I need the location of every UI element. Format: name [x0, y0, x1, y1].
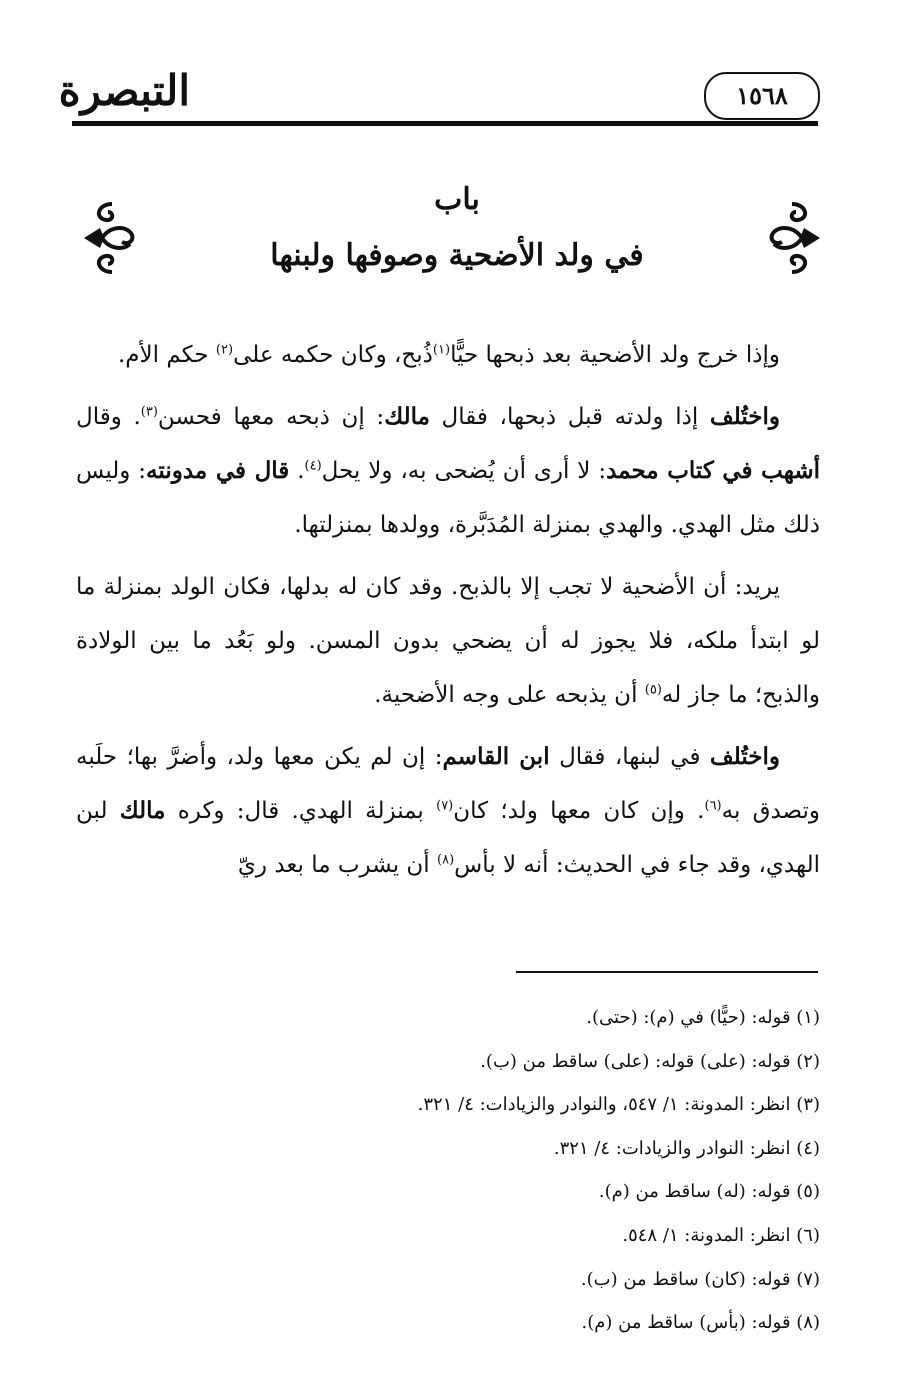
footnote-ref: (٨) — [437, 852, 455, 868]
footnote-rule — [516, 971, 818, 973]
footnote: (٧) قوله: (كان) ساقط من (ب). — [580, 1268, 820, 1290]
footnote: (٨) قوله: (بأس) ساقط من (م). — [581, 1312, 820, 1334]
footnote-ref: (١) — [432, 342, 451, 358]
right-ornament-icon — [760, 198, 824, 278]
paragraph — [76, 390, 820, 552]
text-run: أن يذبحه على وجه الأضحية. — [374, 682, 645, 708]
footnote: (٦) انظر: المدونة: ١/ ٥٤٨. — [622, 1224, 820, 1246]
footnote: (٣) انظر: المدونة: ١/ ٥٤٧، والنوادر والزيادات: ٤/ ٣٢١. — [417, 1094, 820, 1116]
text-run: ذُبح، وكان حكمه على — [233, 342, 433, 368]
footnote-ref: (٥) — [644, 682, 662, 698]
footnote: (٤) انظر: النوادر والزيادات: ٤/ ٣٢١. — [553, 1137, 820, 1159]
footnote-ref: (٣) — [140, 404, 158, 420]
paragraph — [76, 730, 820, 892]
chapter-word: باب — [434, 182, 480, 217]
paragraph — [76, 560, 820, 722]
text-run: بمنزلة الهدي. قال: وكره — [165, 798, 437, 824]
footnote-ref: (٧) — [436, 798, 454, 814]
bold-name: واختُلف — [709, 403, 780, 430]
bold-name: أشهب في كتاب محمد — [606, 457, 820, 484]
bold-name: واختُلف — [709, 743, 780, 770]
footnote: (٥) قوله: (له) ساقط من (م). — [598, 1181, 820, 1203]
text-run: يريد: أن الأضحية لا تجب إلا بالذبح. وقد كان له بدلها، فكان الولد بمنزلة ما لو ابتدأ ملكه، فلا يجوز له أن يضحي بدون المسن. ولو بَعُد ما بين الولادة والذبح؛ ما جاز له — [76, 574, 820, 708]
footnotes — [300, 996, 820, 1345]
footnote-ref: (٢) — [215, 342, 234, 358]
text-run: : وليس ذلك مثل الهدي. والهدي بمنزلة المُدَبَّرة، وولدها بمنزلتها. — [76, 458, 820, 538]
text-run: في لبنها، فقال — [549, 744, 710, 770]
text-run: أن يشرب ما بعد ريّ — [237, 852, 438, 878]
text-run: . وقال — [76, 404, 141, 430]
body-text — [76, 328, 820, 900]
text-run: وإذا خرج ولد الأضحية بعد ذبحها حيًّا — [450, 342, 780, 368]
bold-name: مالك — [119, 797, 166, 824]
header-rule — [72, 121, 818, 126]
text-run: لبن الهدي، وقد جاء في الحديث: أنه لا بأس — [76, 798, 820, 878]
text-run: : لا أرى أن يُضحى به، ولا يحل — [321, 458, 607, 484]
paragraph — [76, 328, 820, 382]
footnote: (٢) قوله: (على) قوله: (على) ساقط من (ب). — [480, 1050, 820, 1072]
text-run: : إن لم يكن معها ولد، وأضرَّ بها؛ حلَبه وتصدق به — [76, 744, 820, 824]
text-run: : إن ذبحه معها فحسن — [157, 404, 385, 430]
page-number: ١٥٦٨ — [704, 72, 820, 120]
chapter-title: في ولد الأضحية وصوفها ولبنها — [270, 238, 644, 273]
text-run: . وإن كان معها ولد؛ كان — [453, 798, 705, 824]
footnote-ref: (٦) — [704, 798, 722, 814]
footnote-ref: (٤) — [304, 458, 322, 474]
left-ornament-icon — [80, 198, 144, 278]
text-run: . — [289, 458, 305, 484]
footnote: (١) قوله: (حيًّا) في (م): (حتى). — [586, 1007, 820, 1028]
bold-name: ابن القاسم — [442, 743, 550, 770]
bold-name: مالك — [384, 403, 430, 430]
text-run: حكم الأم. — [118, 342, 216, 368]
running-header-title: التبصرة — [58, 66, 190, 115]
text-run: إذا ولدته قبل ذبحها، فقال — [429, 404, 710, 430]
bold-name: قال في مدونته — [146, 457, 290, 484]
